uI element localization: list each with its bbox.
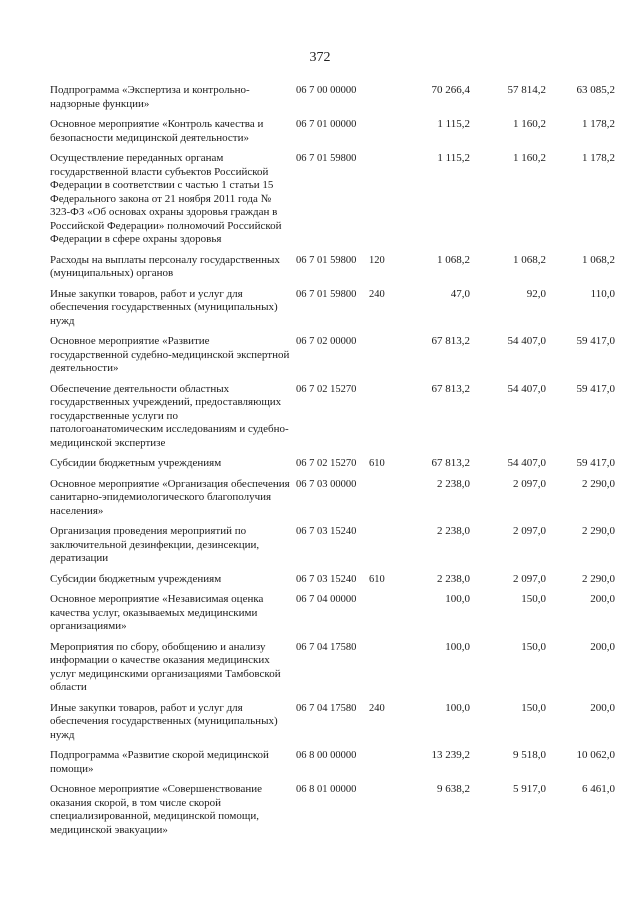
- row-value-1: 100,0: [445, 593, 470, 605]
- row-value-2: 2 097,0: [513, 525, 546, 537]
- row-code: 06 8 00 00000: [296, 750, 357, 761]
- row-value-2: 57 814,2: [507, 84, 546, 96]
- row-code: 06 7 03 15240: [296, 526, 357, 537]
- table-row: [50, 702, 615, 750]
- row-expense-type: 240: [369, 702, 385, 714]
- table-row: [50, 593, 615, 641]
- row-expense-type: 240: [369, 288, 385, 300]
- row-value-1: 67 813,2: [431, 382, 470, 395]
- row-code: 06 7 04 17580: [296, 641, 357, 653]
- row-value-1: 67 813,2: [431, 335, 470, 347]
- row-code: 06 7 02 15270: [296, 383, 357, 395]
- row-expense-type: [369, 152, 394, 254]
- table-row: [50, 783, 615, 844]
- row-expense-type: [369, 118, 394, 152]
- row-value-2: 1 160,2: [513, 152, 546, 164]
- row-expense-type: [369, 383, 394, 458]
- row-value-2: 150,0: [521, 701, 546, 714]
- row-value-1: 1 068,2: [437, 253, 470, 266]
- row-name: Иные закупки товаров, работ и услуг для обеспечения государственных (муниципальных) нужд: [50, 701, 278, 741]
- row-name-cell: [50, 288, 296, 336]
- row-name-cell: [50, 383, 296, 458]
- row-value-2: 54 407,0: [507, 335, 546, 347]
- row-name-cell: [50, 152, 296, 254]
- row-name-cell: [50, 118, 296, 152]
- row-name: Основное мероприятие «Независимая оценка качества услуг, оказываемых медицинскими организациями»: [50, 593, 264, 632]
- row-name: Субсидии бюджетным учреждениям: [50, 457, 222, 469]
- row-name: Осуществление переданных органам государственной власти субъектов Российской Федерации в соответствии с частью 1 статьи 15 Федерального закона от 21 ноября 2011 года № 323-ФЗ «Об основах охраны здоровья граждан в Российской Федерации» полномочий Российской Федерации в сфере охраны здоровья: [50, 152, 282, 245]
- row-name-cell: [50, 573, 296, 594]
- row-value-2: 54 407,0: [507, 457, 546, 469]
- table-row: [50, 525, 615, 573]
- row-value-3: 1 178,2: [582, 118, 615, 130]
- row-value-3: 200,0: [590, 701, 615, 714]
- row-code: 06 7 04 00000: [296, 594, 357, 605]
- row-name: Основное мероприятие «Совершенствование оказания скорой, в том числе скорой специализированной, медицинской помощи, медицинской эвакуации»: [50, 783, 263, 836]
- row-code: 06 7 01 59800: [296, 153, 357, 164]
- row-expense-type: [369, 478, 394, 526]
- row-name-cell: [50, 254, 296, 288]
- row-expense-type: [369, 335, 394, 383]
- row-code: 06 7 03 00000: [296, 478, 357, 490]
- row-value-3: 1 068,2: [582, 253, 615, 266]
- row-code: 06 7 00 00000: [296, 85, 357, 96]
- table-row: [50, 335, 615, 383]
- row-value-3: 59 417,0: [576, 382, 615, 395]
- row-code: 06 8 01 00000: [296, 784, 357, 795]
- row-value-2: 9 518,0: [513, 749, 546, 761]
- row-expense-type: [369, 593, 394, 641]
- row-value-1: 70 266,4: [431, 84, 470, 96]
- row-expense-type: [369, 525, 394, 573]
- table-row: [50, 641, 615, 702]
- row-name: Субсидии бюджетным учреждениям: [50, 572, 222, 585]
- row-value-3: 200,0: [590, 593, 615, 605]
- row-name: Иные закупки товаров, работ и услуг для обеспечения государственных (муниципальных) нужд: [50, 287, 278, 327]
- row-value-1: 2 238,0: [437, 572, 470, 585]
- table-row: [50, 152, 615, 254]
- row-value-1: 67 813,2: [431, 457, 470, 469]
- row-name-cell: [50, 783, 296, 844]
- row-name: Организация проведения мероприятий по заключительной дезинфекции, дезинсекции, дератизации: [50, 525, 260, 564]
- page-number: 372: [309, 50, 331, 65]
- row-name: Подпрограмма «Развитие скорой медицинской помощи»: [50, 749, 269, 775]
- row-name-cell: [50, 749, 296, 783]
- row-value-1: 1 115,2: [437, 152, 470, 164]
- row-value-2: 92,0: [526, 287, 546, 300]
- row-name-cell: [50, 457, 296, 478]
- row-name: Мероприятия по сбору, обобщению и анализу информации о качестве оказания медицинских услуг медицинскими организациями Тамбовской области: [50, 640, 281, 693]
- row-value-3: 2 290,0: [582, 525, 615, 537]
- row-value-3: 1 178,2: [582, 152, 615, 164]
- table-row: [50, 383, 615, 458]
- row-value-3: 59 417,0: [576, 457, 615, 469]
- table-row: [50, 457, 615, 478]
- row-value-3: 10 062,0: [576, 749, 615, 761]
- table-body: [50, 84, 615, 844]
- row-value-2: 5 917,0: [513, 783, 546, 795]
- row-code: 06 7 01 59800: [296, 254, 357, 266]
- row-expense-type: 120: [369, 254, 385, 266]
- row-value-1: 100,0: [445, 640, 470, 653]
- row-value-3: 6 461,0: [582, 783, 615, 795]
- table-row: [50, 573, 615, 594]
- row-code: 06 7 01 00000: [296, 119, 357, 130]
- row-value-2: 150,0: [521, 593, 546, 605]
- row-value-2: 150,0: [521, 640, 546, 653]
- row-name: Основное мероприятие «Контроль качества и безопасности медицинской деятельности»: [50, 118, 264, 144]
- row-value-2: 1 068,2: [513, 253, 546, 266]
- row-value-1: 100,0: [445, 701, 470, 714]
- row-name: Основное мероприятие «Развитие государственной судебно-медицинской экспертной деятельности»: [50, 335, 290, 374]
- row-value-3: 110,0: [590, 287, 615, 300]
- row-name: Расходы на выплаты персоналу государственных (муниципальных) органов: [50, 253, 280, 279]
- row-expense-type: [369, 641, 394, 702]
- row-value-1: 13 239,2: [431, 749, 470, 761]
- table-row: [50, 749, 615, 783]
- table-row: [50, 118, 615, 152]
- row-expense-type: 610: [369, 573, 385, 585]
- row-code: 06 7 01 59800: [296, 288, 357, 300]
- row-name: Основное мероприятие «Организация обеспечения санитарно-эпидемиологического благополучия населения»: [50, 477, 290, 517]
- row-name: Подпрограмма «Экспертиза и контрольно-надзорные функции»: [50, 84, 250, 110]
- row-code: 06 7 02 15270: [296, 458, 357, 469]
- table-row: [50, 254, 615, 288]
- row-expense-type: [369, 84, 394, 118]
- row-name-cell: [50, 593, 296, 641]
- row-value-3: 200,0: [590, 640, 615, 653]
- row-value-2: 54 407,0: [507, 382, 546, 395]
- row-value-1: 47,0: [450, 287, 470, 300]
- row-value-1: 9 638,2: [437, 783, 470, 795]
- row-code: 06 7 04 17580: [296, 702, 357, 714]
- table-row: [50, 288, 615, 336]
- row-name-cell: [50, 335, 296, 383]
- row-name-cell: [50, 478, 296, 526]
- row-value-1: 2 238,0: [437, 477, 470, 490]
- budget-table: [50, 84, 615, 844]
- row-value-3: 2 290,0: [582, 572, 615, 585]
- row-name-cell: [50, 525, 296, 573]
- row-name-cell: [50, 641, 296, 702]
- row-value-2: 2 097,0: [513, 477, 546, 490]
- row-value-1: 2 238,0: [437, 525, 470, 537]
- row-name-cell: [50, 702, 296, 750]
- row-code: 06 7 02 00000: [296, 336, 357, 347]
- row-name: Обеспечение деятельности областных государственных учреждений, предоставляющих государственные услуги по патологоанатомическим исследованиям и судебно-медицинской экспертизе: [50, 382, 289, 449]
- row-value-3: 2 290,0: [582, 477, 615, 490]
- row-code: 06 7 03 15240: [296, 573, 357, 585]
- row-expense-type: 610: [369, 458, 385, 469]
- row-value-2: 2 097,0: [513, 572, 546, 585]
- row-value-1: 1 115,2: [437, 118, 470, 130]
- row-value-3: 59 417,0: [576, 335, 615, 347]
- row-expense-type: [369, 783, 394, 844]
- row-value-2: 1 160,2: [513, 118, 546, 130]
- row-name-cell: [50, 84, 296, 118]
- table-row: [50, 84, 615, 118]
- table-row: [50, 478, 615, 526]
- row-expense-type: [369, 749, 394, 783]
- row-value-3: 63 085,2: [576, 84, 615, 96]
